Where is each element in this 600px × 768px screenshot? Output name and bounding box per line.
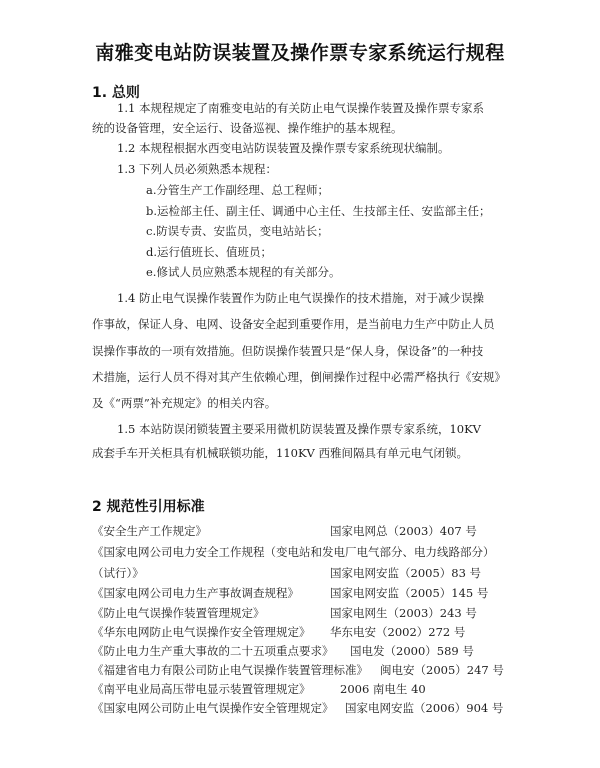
reference-code: 国家电网安监（2005）83 号: [330, 566, 482, 580]
reference-code: 国家电网安监（2005）145 号: [330, 586, 489, 600]
paragraph-1-5-line-2: 成套手车开关柜具有机械联锁功能，110KV 西雅间隔具有单元电气闭锁。: [92, 446, 468, 460]
paragraph-1-4-line-4: 术措施，运行人员不得对其产生依赖心理，倒闸操作过程中必需严格执行《安规》: [92, 370, 506, 384]
reference-title: 《防止电气误操作装置管理规定》: [92, 606, 265, 620]
reference-code: 华东电安（2002）272 号: [330, 625, 466, 639]
paragraph-1-1-line-2: 统的设备管理，安全运行、设备巡视、操作维护的基本规程。: [92, 121, 403, 135]
section-2-heading: 2 规范性引用标准: [92, 499, 205, 515]
reference-code: 闽电安（2005）247 号: [380, 663, 504, 677]
personnel-item-d: d.运行值班长、值班员；: [146, 245, 273, 259]
reference-code: 国家电网生（2003）243 号: [330, 606, 477, 620]
personnel-item-e: e.修试人员应熟悉本规程的有关部分。: [146, 265, 341, 279]
reference-title: 《国家电网公司电力生产事故调查规程》: [92, 586, 299, 600]
paragraph-1-1-line-1: 1.1 本规程规定了南雅变电站的有关防止电气误操作装置及操作票专家系: [117, 101, 484, 115]
document-title: 南雅变电站防误装置及操作票专家系统运行规程: [95, 42, 505, 64]
paragraph-1-2: 1.2 本规程根据水西变电站防误装置及操作票专家系统现状编制。: [117, 141, 450, 155]
reference-code: 2006 南电生 40: [340, 682, 426, 696]
paragraph-1-4-line-5: 及《“两票”补充规定》的相关内容。: [92, 396, 277, 410]
paragraph-1-3-intro: 1.3 下列人员必须熟悉本规程：: [117, 162, 277, 176]
reference-title: 《南平电业局高压带电显示装置管理规定》: [92, 682, 311, 696]
paragraph-1-4-line-2: 作事故，保证人身、电网、设备安全起到重要作用，是当前电力生产中防止人员: [92, 317, 495, 331]
reference-title: 《华东电网防止电气误操作安全管理规定》: [92, 625, 311, 639]
reference-title: 《国家电网公司电力安全工作规程（变电站和发电厂电气部分、电力线路部分）: [92, 545, 495, 559]
reference-code: 国家电网总（2003）407 号: [330, 524, 477, 538]
reference-title: 《国家电网公司防止电气误操作安全管理规定》: [92, 701, 334, 715]
reference-title: 《安全生产工作规定》: [92, 524, 207, 538]
personnel-item-c: c.防误专责、安监员，变电站站长；: [146, 224, 329, 238]
paragraph-1-4-line-3: 误操作事故的一项有效措施。但防误操作装置只是“保人身，保设备”的一种技: [92, 344, 484, 358]
paragraph-1-4-line-1: 1.4 防止电气误操作装置作为防止电气误操作的技术措施，对于减少误操: [117, 291, 484, 305]
reference-title: 《福建省电力有限公司防止电气误操作装置管理标准》: [92, 663, 368, 677]
paragraph-1-5-line-1: 1.5 本站防误闭锁装置主要采用微机防误装置及操作票专家系统，10KV: [117, 422, 481, 436]
reference-title: 《防止电力生产重大事故的二十五项重点要求》: [92, 644, 334, 658]
reference-code: 国家电网安监（2006）904 号: [345, 701, 504, 715]
personnel-item-a: a.分管生产工作副经理、总工程师；: [146, 183, 330, 197]
personnel-item-b: b.运检部主任、副主任、调通中心主任、生技部主任、安监部主任；: [146, 204, 491, 218]
section-1-heading: 1. 总则: [92, 85, 140, 101]
reference-code: 国电发（2000）589 号: [350, 644, 474, 658]
reference-title: （试行）》: [92, 566, 144, 580]
